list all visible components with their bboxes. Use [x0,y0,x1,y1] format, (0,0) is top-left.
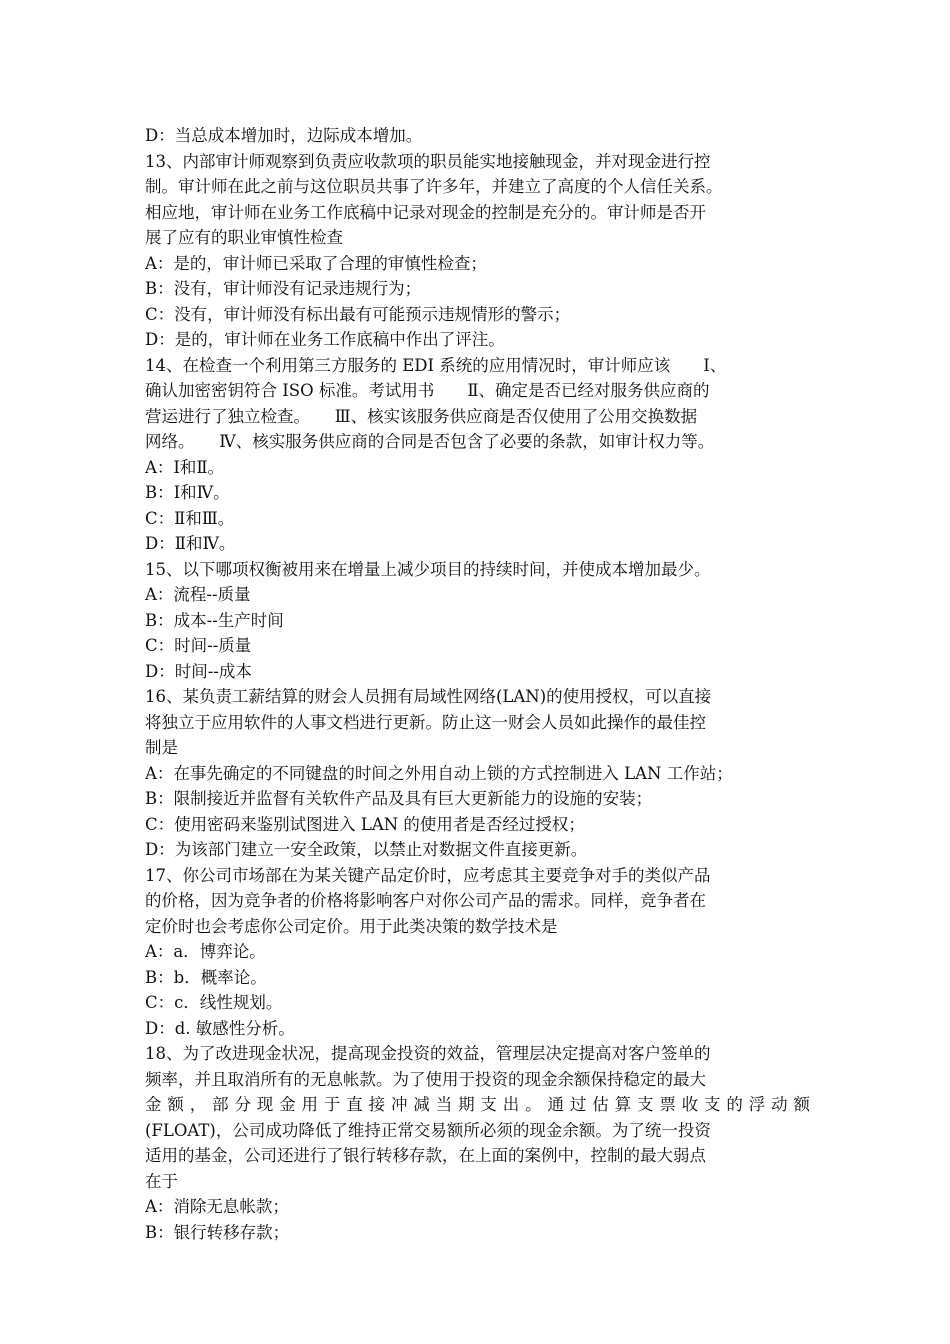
document-page [145,123,810,1245]
text-line: B：Ⅰ和Ⅳ。 [145,483,230,502]
text-line: 定价时也会考虑你公司定价。用于此类决策的数学技术是 [145,916,558,936]
text-line: A：在事先确定的不同键盘的时间之外用自动上锁的方式控制进入 LAN 工作站； [145,763,733,783]
text-line: 13、内部审计师观察到负责应收款项的职员能实地接触现金，并对现金进行控 [145,151,711,171]
text-line: D：d. 敏感性分析。 [145,1018,295,1038]
text-line: 17、你公司市场部在为某关键产品定价时，应考虑其主要竞争对手的类似产品 [145,865,711,885]
text-line: D：当总成本增加时，边际成本增加。 [145,126,423,145]
text-line: D：时间--成本 [145,661,252,681]
text-line: 将独立于应用软件的人事文档进行更新。防止这一财会人员如此操作的最佳控 [145,712,706,732]
text-line: 营运进行了独立检查。 Ⅲ、核实该服务供应商是否仅使用了公用交换数据 [145,406,698,426]
text-line: B：b．概率论。 [145,967,267,987]
text-line: A：消除无息帐款； [145,1197,289,1216]
text-line: C：使用密码来鉴别试图进入 LAN 的使用者是否经过授权； [145,814,585,834]
text-line: C：Ⅱ和Ⅲ。 [145,508,235,528]
text-line: 的价格，因为竞争者的价格将影响客户对你公司产品的需求。同样，竞争者在 [145,891,706,910]
text-line: 网络。 Ⅳ、核实服务供应商的合同是否包含了必要的条款，如审计权力等。 [145,432,715,451]
text-line: B：银行转移存款； [145,1222,290,1242]
text-line: 展了应有的职业审慎性检查 [145,228,343,247]
text-line: 15、以下哪项权衡被用来在增量上减少项目的持续时间，并使成本增加最少。 [145,559,711,579]
text-line: C：没有，审计师没有标出最有可能预示违规情形的警示； [145,304,571,324]
text-line: 适用的基金，公司还进行了银行转移存款，在上面的案例中，控制的最大弱点 [145,1146,706,1165]
text-line: A：a．博弈论。 [145,942,266,961]
text-line: A：流程--质量 [145,585,251,604]
text-line: 确认加密密钥符合 ISO 标准。考试用书 Ⅱ、确定是否已经对服务供应商的 [145,381,710,400]
text-line: B：限制接近并监督有关软件产品及具有巨大更新能力的设施的安装； [145,789,653,808]
text-line: 制。审计师在此之前与这位职员共事了许多年，并建立了高度的个人信任关系。 [145,177,723,196]
text-line: A：Ⅰ和Ⅱ。 [145,457,225,477]
text-line: A：是的，审计师已采取了合理的审慎性检查； [145,253,487,273]
text-line: 18、为了改进现金状况，提高现金投资的效益，管理层决定提高对客户签单的 [145,1044,711,1063]
text-line: (FLOAT)，公司成功降低了维持正常交易额所必须的现金余额。为了统一投资 [145,1120,711,1140]
text-line: D：为该部门建立一安全政策，以禁止对数据文件直接更新。 [145,840,588,859]
text-line: D：Ⅱ和Ⅳ。 [145,534,236,553]
text-line: 14、在检查一个利用第三方服务的 EDI 系统的应用情况时，审计师应该 Ⅰ、 [145,355,727,375]
text-line: C：时间--质量 [145,636,252,655]
text-line: C：c．线性规划。 [145,993,283,1012]
text-line: B：成本--生产时间 [145,610,284,630]
text-line: 金额，部分现金用于直接冲减当期支出。通过估算支票收支的浮动额 [145,1095,810,1114]
text-line: 制是 [145,738,178,757]
text-line: D：是的，审计师在业务工作底稿中作出了评注。 [145,330,505,349]
text-line: 在于 [145,1171,178,1191]
text-line: 相应地，审计师在业务工作底稿中记录对现金的控制是充分的。审计师是否开 [145,202,706,222]
text-line: B：没有，审计师没有记录违规行为； [145,279,422,298]
text-line: 频率，并且取消所有的无息帐款。为了使用于投资的现金余额保持稳定的最大 [145,1069,706,1089]
text-line: 16、某负责工薪结算的财会人员拥有局域性网络(LAN)的使用授权，可以直接 [145,687,712,706]
